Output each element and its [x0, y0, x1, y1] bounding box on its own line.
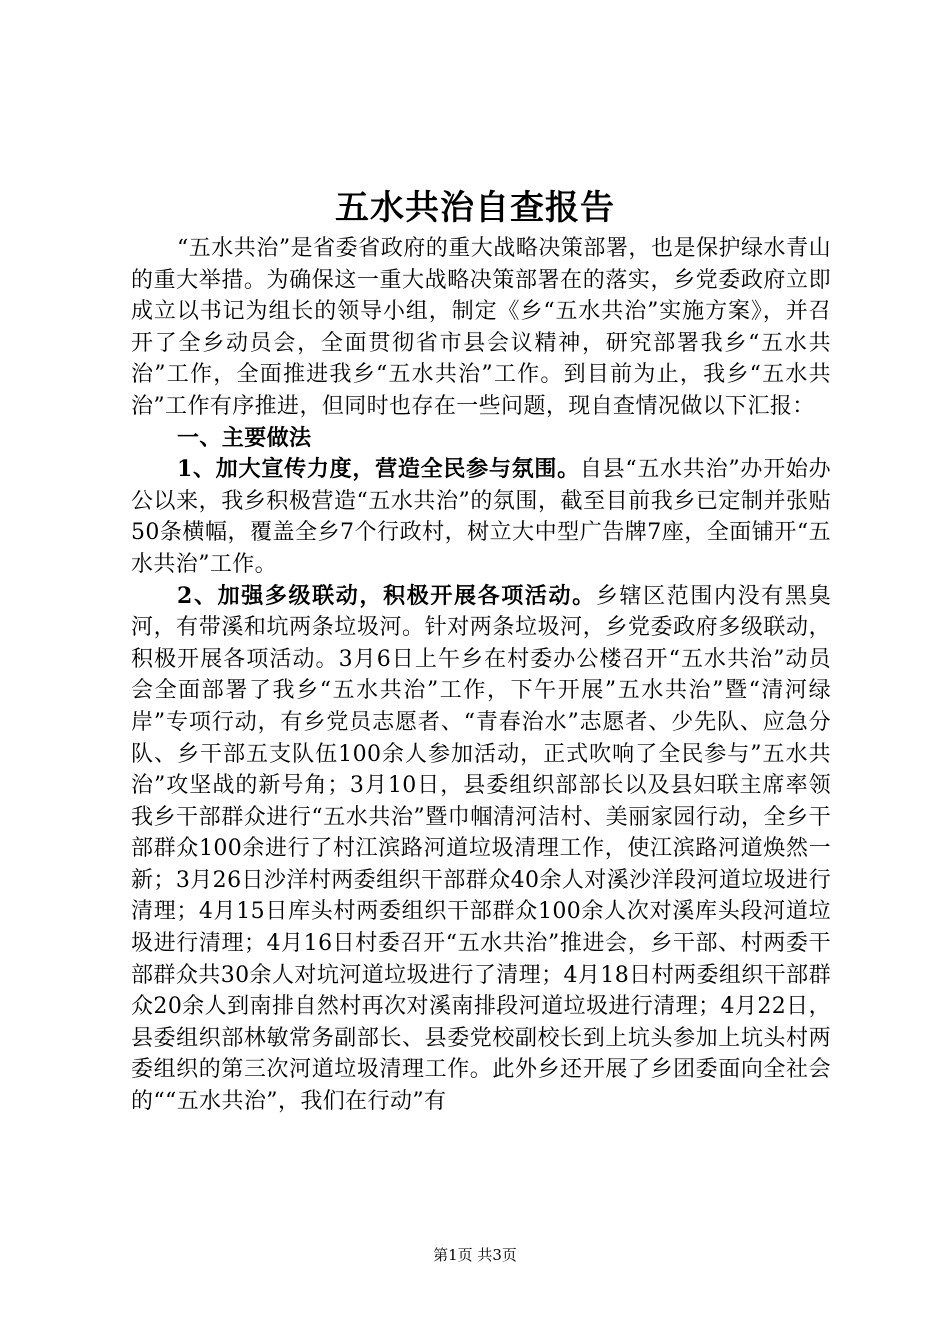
intro-paragraph: “五水共治”是省委省政府的重大战略决策部署，也是保护绿水青山的重大举措。为确保这一重大战略决策部署在的落实，乡党委政府立即成立以书记为组长的领导小组，制定《乡“五水共治”实施方案》，并召开了全乡动员会，全面贯彻省市县会议精神，研究部署我乡“五水共治”工作，全面推进我乡“五水共治”工作。到目前为止，我乡“五水共治”工作有序推进，但同时也存在一些问题，现自查情况做以下汇报：: [131, 236, 831, 419]
section-heading: 一、主要做法: [177, 424, 312, 451]
item-2-lead: 2、加强多级联动，积极开展各项活动。: [177, 582, 596, 609]
item-2-paragraph: [131, 581, 831, 1118]
document-title: 五水共治自查报告: [335, 188, 615, 228]
item-1-text: 自县“五水共治”办开始办公以来，我乡积极营造“五水共治”的氛围，截至目前我乡已定制并张贴50条横幅，覆盖全乡7个行政村，树立大中型广告牌7座，全面铺开“五水共治”工作。: [131, 457, 832, 577]
item-1-lead: 1、加大宣传力度，营造全民参与氛围。: [177, 456, 580, 483]
document-body: [131, 233, 831, 1118]
page-footer: 第1页 共3页: [433, 1246, 517, 1264]
item-1-paragraph: [131, 454, 831, 580]
item-2-text: 乡辖区范围内没有黑臭河，有带溪和坑两条垃圾河。针对两条垃圾河，乡党委政府多级联动，积极开展各项活动。3月6日上午乡在村委办公楼召开“五水共治”动员会全面部署了我乡“五水共治”工作，下午开展”五水共治”暨“清河绿岸”专项行动，有乡党员志愿者、“青春治水”志愿者、少先队、应急分队、乡干部五支队伍100余人参加活动，正式吹响了全民参与”五水共治”攻坚战的新号角；3月10日，县委组织部部长以及县妇联主席率领我乡干部群众进行“五水共治”暨巾帼清河洁村、美丽家园行动，全乡干部群众100余进行了村江滨路河道垃圾清理工作，使江滨路河道焕然一新；3月26日沙洋村两委组织干部群众40余人对溪沙洋段河道垃圾进行清理；4月15日库头村两委组织干部群众100余人次对溪库头段河道垃圾进行清理；4月16日村委召开“五水共治”推进会，乡干部、村两委干部群众共30余人对坑河道垃圾进行了清理；4月18日村两委组织干部群众20余人到南排自然村再次对溪南排段河道垃圾进行清理；4月22日，县委组织部林敏常务副部长、县委党校副校长到上坑头参加上坑头村两委组织的第三次河道垃圾清理工作。此外乡还开展了乡团委面向全社会的““五水共治”，我们在行动”有: [131, 583, 831, 1115]
